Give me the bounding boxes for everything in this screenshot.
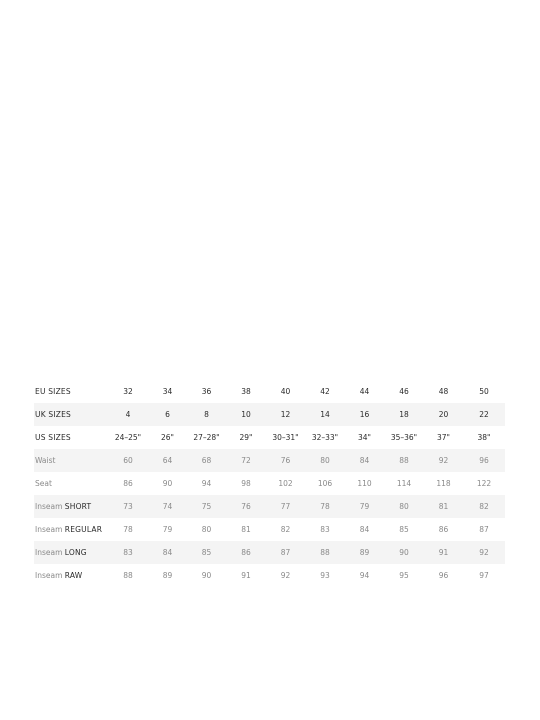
table-cell: 83 bbox=[108, 541, 148, 564]
table-cell: 80 bbox=[305, 449, 345, 472]
table-cell: 73 bbox=[108, 495, 148, 518]
table-cell: 90 bbox=[162, 479, 173, 488]
table-cell: 96 bbox=[438, 571, 449, 580]
table-cell: 76 bbox=[266, 449, 305, 472]
table-cell: 32 bbox=[123, 387, 133, 396]
table-cell: 78 bbox=[305, 495, 345, 518]
table-cell: 60 bbox=[108, 449, 148, 472]
table-cell: 86 bbox=[438, 525, 449, 534]
row-label-text: LONG bbox=[64, 548, 87, 557]
table-row bbox=[34, 541, 505, 564]
table-row bbox=[34, 518, 505, 541]
table-cell: 91 bbox=[241, 571, 251, 580]
table-cell: 18 bbox=[384, 403, 424, 426]
table-cell: 20 bbox=[424, 403, 463, 426]
row-label-text: RAW bbox=[64, 571, 83, 580]
table-cell: 64 bbox=[148, 449, 187, 472]
table-cell: 94 bbox=[201, 479, 212, 488]
table-cell: 110 bbox=[357, 479, 372, 488]
size-chart-table bbox=[34, 380, 505, 587]
table-cell: 92 bbox=[280, 571, 291, 580]
table-cell: 50 bbox=[479, 387, 489, 396]
row-label-prefix: Inseam bbox=[35, 525, 63, 534]
table-cell: 30–31" bbox=[272, 433, 299, 442]
table-cell: 96 bbox=[463, 449, 505, 472]
table-cell: 84 bbox=[345, 449, 384, 472]
table-cell: 93 bbox=[320, 571, 330, 580]
table-cell: 16 bbox=[345, 403, 384, 426]
table-cell: 8 bbox=[187, 403, 226, 426]
table-cell: 86 bbox=[123, 479, 133, 488]
table-row bbox=[34, 380, 505, 403]
table-cell: 34" bbox=[358, 433, 371, 442]
table-cell: 79 bbox=[345, 495, 384, 518]
row-label-text: US SIZES bbox=[35, 433, 71, 442]
table-cell: 79 bbox=[162, 525, 173, 534]
table-cell: 88 bbox=[384, 449, 424, 472]
table-cell: 46 bbox=[399, 387, 409, 396]
table-cell: 88 bbox=[123, 571, 133, 580]
table-cell: 88 bbox=[305, 541, 345, 564]
table-cell: 122 bbox=[476, 479, 492, 488]
table-row bbox=[34, 449, 505, 472]
table-cell: 85 bbox=[187, 541, 226, 564]
table-cell: 12 bbox=[266, 403, 305, 426]
table-cell: 87 bbox=[479, 525, 489, 534]
table-cell: 26" bbox=[161, 433, 174, 442]
table-cell: 84 bbox=[148, 541, 187, 564]
row-label bbox=[34, 564, 108, 587]
table-cell: 34 bbox=[162, 387, 173, 396]
table-cell: 78 bbox=[123, 525, 133, 534]
table-cell: 106 bbox=[317, 479, 333, 488]
row-label-text: EU SIZES bbox=[35, 387, 71, 396]
table-cell: 38" bbox=[477, 433, 491, 442]
table-cell: 38 bbox=[241, 387, 251, 396]
table-cell: 80 bbox=[384, 495, 424, 518]
row-label bbox=[34, 380, 108, 403]
table-cell: 4 bbox=[108, 403, 148, 426]
row-label-prefix: Inseam bbox=[35, 502, 63, 511]
table-cell: 102 bbox=[278, 479, 293, 488]
row-label-text: Seat bbox=[35, 479, 52, 488]
table-cell: 90 bbox=[201, 571, 212, 580]
table-cell: 22 bbox=[463, 403, 505, 426]
row-label bbox=[34, 403, 108, 426]
row-label bbox=[34, 449, 108, 472]
table-cell: 97 bbox=[479, 571, 489, 580]
row-label bbox=[34, 518, 108, 541]
table-cell: 29" bbox=[239, 433, 253, 442]
table-cell: 76 bbox=[226, 495, 266, 518]
size-chart-body bbox=[34, 380, 505, 587]
table-cell: 114 bbox=[396, 479, 412, 488]
row-label-text: REGULAR bbox=[64, 525, 103, 534]
table-cell: 90 bbox=[384, 541, 424, 564]
table-cell: 14 bbox=[305, 403, 345, 426]
table-cell: 84 bbox=[359, 525, 370, 534]
table-cell: 24–25" bbox=[114, 433, 142, 442]
table-cell: 32–33" bbox=[311, 433, 339, 442]
table-cell: 75 bbox=[187, 495, 226, 518]
table-cell: 42 bbox=[320, 387, 330, 396]
table-cell: 82 bbox=[280, 525, 291, 534]
table-cell: 87 bbox=[266, 541, 305, 564]
table-row bbox=[34, 472, 505, 495]
table-cell: 36 bbox=[201, 387, 212, 396]
table-cell: 95 bbox=[399, 571, 409, 580]
table-cell: 68 bbox=[187, 449, 226, 472]
table-cell: 77 bbox=[266, 495, 305, 518]
row-label-prefix: Inseam bbox=[35, 571, 63, 580]
table-cell: 6 bbox=[148, 403, 187, 426]
row-label bbox=[34, 472, 108, 495]
table-cell: 85 bbox=[399, 525, 409, 534]
table-cell: 91 bbox=[424, 541, 463, 564]
table-cell: 98 bbox=[241, 479, 251, 488]
table-cell: 27–28" bbox=[193, 433, 220, 442]
table-cell: 86 bbox=[226, 541, 266, 564]
table-cell: 92 bbox=[463, 541, 505, 564]
row-label-text: UK SIZES bbox=[35, 410, 72, 419]
table-row bbox=[34, 426, 505, 449]
table-cell: 72 bbox=[226, 449, 266, 472]
table-cell: 80 bbox=[201, 525, 212, 534]
table-row bbox=[34, 403, 505, 426]
row-label-prefix: Inseam bbox=[35, 548, 63, 557]
table-cell: 74 bbox=[148, 495, 187, 518]
table-cell: 82 bbox=[463, 495, 505, 518]
row-label-text: SHORT bbox=[64, 502, 92, 511]
table-cell: 118 bbox=[436, 479, 451, 488]
row-label bbox=[34, 495, 108, 518]
table-cell: 81 bbox=[424, 495, 463, 518]
table-cell: 40 bbox=[280, 387, 291, 396]
table-cell: 94 bbox=[359, 571, 370, 580]
table-cell: 81 bbox=[241, 525, 251, 534]
table-cell: 48 bbox=[438, 387, 449, 396]
row-label bbox=[34, 541, 108, 564]
table-row bbox=[34, 495, 505, 518]
table-cell: 10 bbox=[226, 403, 266, 426]
row-label-text: Waist bbox=[35, 456, 56, 465]
table-cell: 89 bbox=[345, 541, 384, 564]
table-cell: 44 bbox=[359, 387, 370, 396]
table-cell: 35–36" bbox=[390, 433, 418, 442]
table-cell: 37" bbox=[437, 433, 450, 442]
table-cell: 83 bbox=[320, 525, 330, 534]
table-row bbox=[34, 564, 505, 587]
table-cell: 92 bbox=[424, 449, 463, 472]
row-label bbox=[34, 426, 108, 449]
table-cell: 89 bbox=[162, 571, 173, 580]
